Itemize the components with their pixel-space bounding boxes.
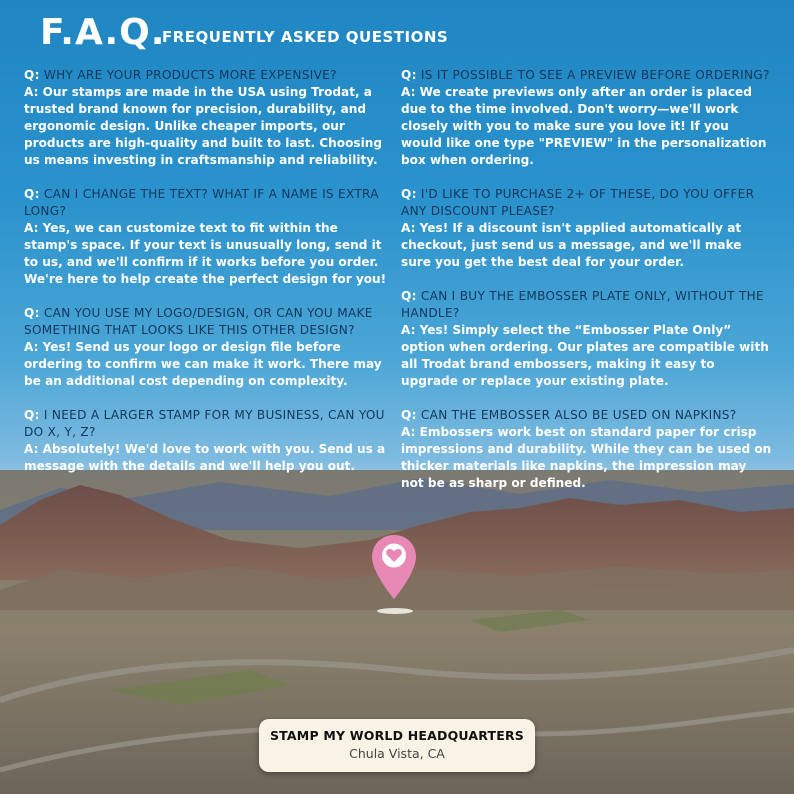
answer-text: Our stamps are made in the USA using Trodat, a trusted brand known for precision, durability, and ergonomic design. Unlike cheaper imports, our products are high-quality and built to last. Choosing us means investing in craftsmanship and reliability.	[24, 85, 383, 167]
answer-prefix: A:	[401, 85, 416, 99]
question-prefix: Q:	[401, 289, 417, 303]
question-prefix: Q:	[401, 187, 417, 201]
faq-answer	[24, 220, 390, 288]
answer-text: Embossers work best on standard paper for crisp impressions and durability. While they can be used on thicker materials like napkins, the impression may not be as sharp or defined.	[401, 425, 772, 490]
question-text: CAN YOU USE MY LOGO/DESIGN, OR CAN YOU MAKE SOMETHING THAT LOOKS LIKE THIS OTHER DESIGN?	[24, 306, 373, 337]
question-prefix: Q:	[24, 68, 40, 82]
faq-column-left	[24, 67, 390, 492]
faq-column-right	[401, 67, 773, 509]
question-text: IS IT POSSIBLE TO SEE A PREVIEW BEFORE ORDERING?	[420, 68, 770, 82]
faq-answer	[401, 220, 773, 271]
faq-question	[24, 186, 390, 220]
answer-prefix: A:	[24, 442, 39, 456]
answer-prefix: A:	[24, 85, 39, 99]
faq-answer	[24, 441, 390, 475]
faq-answer	[24, 84, 390, 169]
faq-question	[24, 67, 390, 84]
faq-item	[24, 407, 390, 475]
answer-prefix: A:	[401, 425, 416, 439]
answer-text: Yes, we can customize text to fit within the stamp's space. If your text is unusually long, send it to us, and we'll confirm if it works before you order. We're here to help create the perfect design for you!	[24, 221, 387, 286]
location-card	[259, 719, 535, 772]
faq-answer	[401, 424, 773, 492]
question-prefix: Q:	[24, 306, 40, 320]
faq-answer	[401, 322, 773, 390]
answer-prefix: A:	[401, 221, 416, 235]
faq-question	[401, 67, 773, 84]
location-title: STAMP MY WORLD HEADQUARTERS	[269, 728, 525, 743]
faq-item	[401, 67, 773, 169]
answer-text: We create previews only after an order is placed due to the time involved. Don't worry—we'll work closely with you to make sure you love it! If you would like one type "PREVIEW" in the personalization box when ordering.	[401, 85, 767, 167]
faq-question	[24, 305, 390, 339]
answer-text: Absolutely! We'd love to work with you. Send us a message with the details and we'll help you out.	[24, 442, 386, 473]
answer-prefix: A:	[24, 221, 39, 235]
location-city: Chula Vista, CA	[349, 746, 445, 761]
question-prefix: Q:	[401, 408, 417, 422]
question-text: CAN I BUY THE EMBOSSER PLATE ONLY, WITHOUT THE HANDLE?	[401, 289, 764, 320]
faq-answer	[401, 84, 773, 169]
faq-question	[401, 288, 773, 322]
question-text: WHY ARE YOUR PRODUCTS MORE EXPENSIVE?	[43, 68, 337, 82]
question-text: CAN I CHANGE THE TEXT? WHAT IF A NAME IS EXTRA LONG?	[24, 187, 379, 218]
faq-item	[401, 288, 773, 390]
faq-item	[401, 407, 773, 492]
answer-text: Yes! Simply select the “Embosser Plate Only” option when ordering. Our plates are compatible with all Trodat brand embossers, making it easy to upgrade or replace your existing plate.	[401, 323, 769, 388]
faq-item	[24, 186, 390, 288]
question-prefix: Q:	[24, 408, 40, 422]
question-prefix: Q:	[401, 68, 417, 82]
question-text: I'D LIKE TO PURCHASE 2+ OF THESE, DO YOU OFFER ANY DISCOUNT PLEASE?	[401, 187, 755, 218]
faq-question	[24, 407, 390, 441]
answer-prefix: A:	[24, 340, 39, 354]
map-pin-heart-icon	[370, 533, 418, 601]
faq-item	[401, 186, 773, 271]
question-prefix: Q:	[24, 187, 40, 201]
page-subtitle: FREQUENTLY ASKED QUESTIONS	[162, 28, 449, 46]
question-text: CAN THE EMBOSSER ALSO BE USED ON NAPKINS?	[420, 408, 737, 422]
question-text: I NEED A LARGER STAMP FOR MY BUSINESS, CAN YOU DO X, Y, Z?	[24, 408, 385, 439]
answer-text: Yes! If a discount isn't applied automatically at checkout, just send us a message, and we'll make sure you get the best deal for your order.	[401, 221, 742, 269]
faq-answer	[24, 339, 390, 390]
page-title: F.A.Q.	[40, 12, 166, 53]
answer-text: Yes! Send us your logo or design file before ordering to confirm we can make it work. There may be an additional cost depending on complexity.	[24, 340, 382, 388]
answer-prefix: A:	[401, 323, 416, 337]
faq-item	[24, 67, 390, 169]
faq-question	[401, 186, 773, 220]
faq-item	[24, 305, 390, 390]
faq-question	[401, 407, 773, 424]
